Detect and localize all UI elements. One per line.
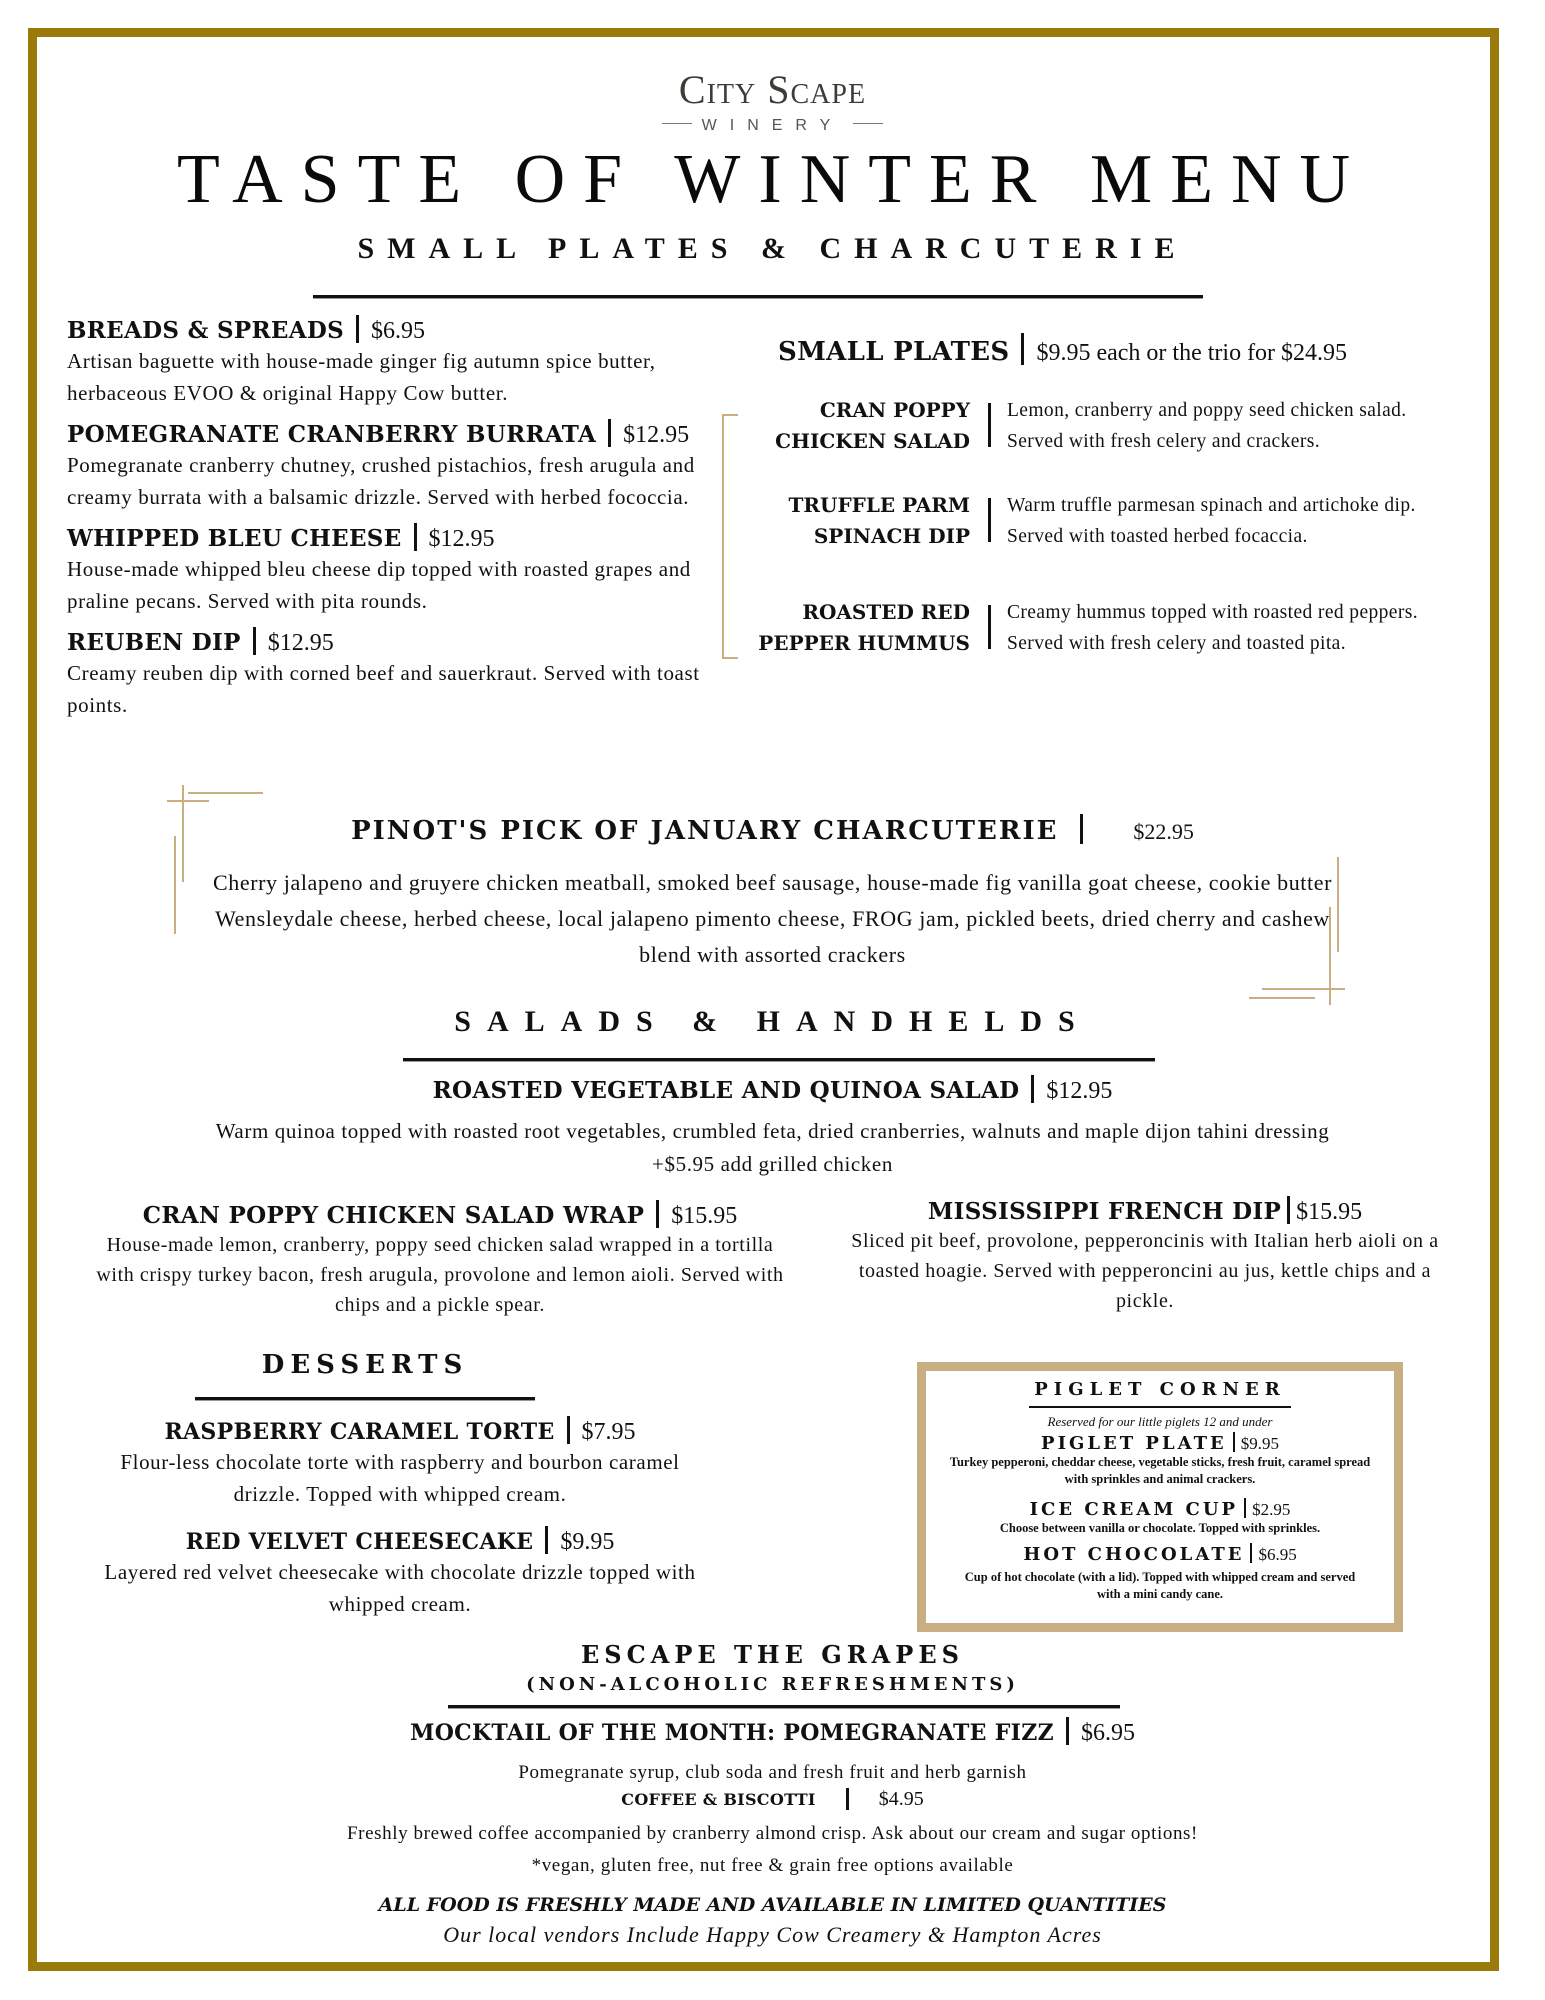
item-name: COFFEE & BISCOTTI bbox=[621, 1790, 816, 1809]
small-plates-heading: SMALL PLATES bbox=[778, 337, 1010, 367]
section-heading-small-plates-charcuterie: SMALL PLATES & CHARCUTERIE bbox=[357, 232, 1188, 265]
separator bbox=[567, 1416, 570, 1444]
coffee-header bbox=[0, 1788, 1545, 1811]
separator bbox=[846, 1788, 849, 1810]
mocktail-description: Pomegranate syrup, club soda and fresh fruit and herb garnish bbox=[518, 1762, 1027, 1783]
separator bbox=[656, 1200, 659, 1228]
ornament-line bbox=[188, 792, 263, 794]
section-heading-desserts: DESSERTS bbox=[261, 1350, 469, 1380]
ornament-line bbox=[174, 836, 176, 934]
escape-grapes-subheading: (NON-ALCOHOLIC REFRESHMENTS) bbox=[526, 1674, 1019, 1695]
item-description: Choose between vanilla or chocolate. Topped with sprinkles. bbox=[999, 1521, 1321, 1535]
item-price: $6.95 bbox=[1080, 1720, 1135, 1746]
separator bbox=[545, 1526, 548, 1554]
item-name: RED VELVET CHEESECAKE bbox=[185, 1529, 534, 1555]
salad-header bbox=[0, 1075, 1545, 1105]
piglet-item bbox=[926, 1498, 1394, 1520]
item-name: MISSISSIPPI FRENCH DIP bbox=[927, 1198, 1282, 1225]
piglet-corner-subtitle: Reserved for our little piglets 12 and under bbox=[1047, 1414, 1273, 1429]
item-name: POMEGRANATE CRANBERRY BURRATA bbox=[67, 421, 597, 448]
separator bbox=[1080, 814, 1083, 844]
small-plate-description: Warm truffle parmesan spinach and artichoke dip. Served with toasted herbed focaccia. bbox=[1007, 495, 1416, 547]
menu-title: TASTE OF WINTER MENU bbox=[176, 141, 1369, 218]
separator bbox=[1233, 1432, 1235, 1452]
small-plates-header bbox=[778, 333, 1347, 367]
name-line-1: CRAN POPPY bbox=[819, 398, 970, 422]
item-description: Creamy reuben dip with corned beef and sauerkraut. Served with toast points. bbox=[67, 661, 700, 717]
bracket-line bbox=[722, 414, 724, 659]
mocktail-header bbox=[0, 1717, 1545, 1747]
small-plate-name bbox=[740, 490, 970, 552]
item-price: $12.95 bbox=[267, 630, 334, 656]
piglet-corner-box bbox=[917, 1362, 1403, 1632]
small-plate-item bbox=[740, 490, 1480, 552]
menu-item bbox=[80, 1526, 720, 1620]
charcuterie-name: PINOT'S PICK OF JANUARY CHARCUTERIE bbox=[351, 816, 1059, 846]
separator bbox=[1287, 1196, 1290, 1224]
menu-item bbox=[67, 523, 707, 617]
item-description: Pomegranate cranberry chutney, crushed pistachios, fresh arugula and creamy burrata with a balsamic drizzle. Served with herbed fococcia. bbox=[67, 453, 695, 509]
item-name: REUBEN DIP bbox=[67, 629, 241, 656]
brand-logo-name: City Scape bbox=[678, 67, 867, 112]
item-price: $7.95 bbox=[581, 1419, 636, 1445]
french-dip-item bbox=[850, 1196, 1440, 1316]
piglet-item bbox=[926, 1432, 1394, 1454]
separator bbox=[608, 419, 611, 447]
item-description: Cup of hot chocolate (with a lid). Topped with whipped cream and served with a mini candy cane. bbox=[964, 1570, 1356, 1601]
item-description: House-made lemon, cranberry, poppy seed chicken salad wrapped in a tortilla with crispy turkey bacon, fresh arugula, provolone and lemon aioli. Served with chips and a pickle spear. bbox=[96, 1234, 784, 1316]
logo-dash-right bbox=[853, 123, 883, 124]
bracket-bottom bbox=[722, 657, 738, 659]
freshness-notice: ALL FOOD IS FRESHLY MADE AND AVAILABLE IN LIMITED QUANTITIES bbox=[378, 1894, 1167, 1916]
item-name: HOT CHOCOLATE bbox=[1023, 1544, 1245, 1565]
small-plate-description: Lemon, cranberry and poppy seed chicken salad. Served with fresh celery and crackers. bbox=[1007, 400, 1407, 452]
separator bbox=[253, 627, 256, 655]
item-price: $12.95 bbox=[1046, 1078, 1113, 1104]
salad-description: Warm quinoa topped with roasted root vegetables, crumbled feta, dried cranberries, walnuts and maple dijon tahini dressing bbox=[215, 1119, 1330, 1143]
section-heading-salads-handhelds: SALADS & HANDHELDS bbox=[454, 1005, 1091, 1038]
piglet-item bbox=[926, 1543, 1394, 1565]
item-price: $9.95 bbox=[560, 1529, 615, 1555]
name-line-1: ROASTED RED bbox=[802, 600, 970, 624]
separator bbox=[988, 403, 991, 447]
separator bbox=[988, 498, 991, 542]
divider bbox=[403, 1058, 1155, 1062]
item-price: $15.95 bbox=[671, 1203, 738, 1229]
brand-logo-subtitle bbox=[0, 117, 1545, 135]
item-name: PIGLET PLATE bbox=[1041, 1433, 1227, 1454]
item-price: $6.95 bbox=[1258, 1545, 1297, 1564]
name-line-2: CHICKEN SALAD bbox=[775, 429, 970, 453]
divider bbox=[313, 295, 1203, 299]
item-name: CRAN POPPY CHICKEN SALAD WRAP bbox=[142, 1202, 645, 1229]
divider bbox=[195, 1397, 535, 1401]
item-description: House-made whipped bleu cheese dip topped with roasted grapes and praline pecans. Served with pita rounds. bbox=[67, 557, 691, 613]
local-vendors-note: Our local vendors Include Happy Cow Creamery & Hampton Acres bbox=[443, 1922, 1102, 1947]
item-price: $6.95 bbox=[371, 318, 426, 344]
item-description: Flour-less chocolate torte with raspberry and bourbon caramel drizzle. Topped with whipped cream. bbox=[120, 1450, 680, 1506]
name-line-1: TRUFFLE PARM bbox=[788, 493, 970, 517]
small-plate-description: Creamy hummus topped with roasted red peppers. Served with fresh celery and toasted pita. bbox=[1007, 602, 1419, 654]
divider bbox=[1029, 1406, 1291, 1408]
small-plate-name bbox=[740, 395, 970, 457]
item-name: BREADS & SPREADS bbox=[67, 317, 345, 344]
separator bbox=[1021, 333, 1024, 365]
charcuterie-price: $22.95 bbox=[1133, 819, 1194, 844]
dietary-note: *vegan, gluten free, nut free & grain free options available bbox=[531, 1855, 1014, 1876]
section-heading-escape-grapes: ESCAPE THE GRAPES bbox=[581, 1640, 964, 1669]
separator bbox=[1066, 1717, 1069, 1745]
item-price: $4.95 bbox=[878, 1788, 924, 1810]
name-line-2: PEPPER HUMMUS bbox=[758, 631, 970, 655]
menu-item bbox=[80, 1416, 720, 1510]
small-plates-price: $9.95 each or the trio for $24.95 bbox=[1036, 340, 1348, 366]
bracket-top bbox=[722, 414, 738, 416]
item-price: $12.95 bbox=[623, 422, 690, 448]
wrap-item bbox=[90, 1200, 790, 1320]
ornament-line bbox=[167, 800, 209, 802]
logo-dash-left bbox=[662, 123, 692, 124]
menu-item bbox=[67, 315, 707, 409]
separator bbox=[1031, 1075, 1034, 1103]
small-plate-name bbox=[740, 597, 970, 659]
item-name: WHIPPED BLEU CHEESE bbox=[67, 525, 402, 552]
item-description: Turkey pepperoni, cheddar cheese, vegetable sticks, fresh fruit, caramel spread with sprinkles and animal crackers. bbox=[949, 1455, 1371, 1486]
dessert-list bbox=[80, 1416, 720, 1630]
separator bbox=[356, 315, 359, 343]
separator bbox=[1244, 1498, 1246, 1518]
item-description: Layered red velvet cheesecake with chocolate drizzle topped with whipped cream. bbox=[104, 1560, 696, 1616]
salad-addon: +$5.95 add grilled chicken bbox=[652, 1152, 893, 1176]
divider bbox=[448, 1705, 1120, 1709]
item-price: $12.95 bbox=[428, 526, 495, 552]
charcuterie-header bbox=[0, 814, 1545, 846]
ornament-line bbox=[1249, 997, 1315, 999]
item-name: RASPBERRY CARAMEL TORTE bbox=[164, 1419, 555, 1445]
separator bbox=[1250, 1543, 1252, 1563]
charcuterie-description: Cherry jalapeno and gruyere chicken meatball, smoked beef sausage, house-made fig vanilla goat cheese, cookie butter Wensleydale cheese, herbed cheese, local jalapeno pimento cheese, FROG jam, pickled beets, dried cherry and cashew blend with assorted crackers bbox=[212, 870, 1333, 967]
item-price: $15.95 bbox=[1296, 1199, 1363, 1225]
item-name: ICE CREAM CUP bbox=[1029, 1499, 1239, 1520]
ornament-line bbox=[1262, 988, 1345, 990]
name-line-2: SPINACH DIP bbox=[813, 524, 970, 548]
small-plate-item bbox=[740, 395, 1480, 457]
separator bbox=[414, 523, 417, 551]
menu-item bbox=[67, 419, 707, 513]
logo-subtitle-text: WINERY bbox=[701, 117, 844, 134]
item-price: $2.95 bbox=[1252, 1500, 1291, 1519]
separator bbox=[988, 605, 991, 649]
small-plate-item bbox=[740, 597, 1480, 659]
item-name: ROASTED VEGETABLE AND QUINOA SALAD bbox=[432, 1077, 1020, 1104]
item-name: MOCKTAIL OF THE MONTH: POMEGRANATE FIZZ bbox=[410, 1720, 1054, 1746]
item-price: $9.95 bbox=[1240, 1434, 1279, 1453]
piglet-corner-heading: PIGLET CORNER bbox=[1034, 1379, 1286, 1400]
item-description: Artisan baguette with house-made ginger fig autumn spice butter, herbaceous EVOO & original Happy Cow butter. bbox=[67, 349, 656, 405]
left-menu-list bbox=[67, 315, 707, 731]
item-description: Sliced pit beef, provolone, pepperoncinis with Italian herb aioli on a toasted hoagie. Served with pepperoncini au jus, kettle chips and a pickle. bbox=[851, 1230, 1439, 1312]
menu-item bbox=[67, 627, 707, 721]
coffee-description: Freshly brewed coffee accompanied by cranberry almond crisp. Ask about our cream and sugar options! bbox=[347, 1823, 1198, 1844]
